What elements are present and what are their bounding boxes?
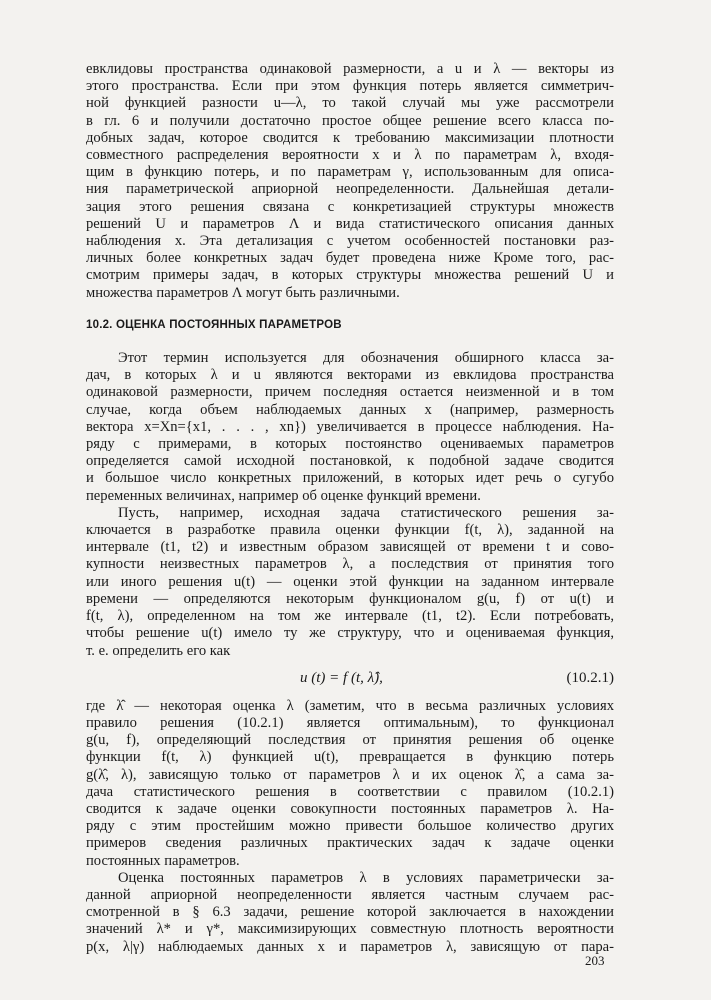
text-line: ной функцией разности u—λ, то такой случай мы уже рассмотрели <box>86 95 614 112</box>
text-line: вектора x=Xn={x1, . . . , xn}) увеличивается в процессе наблюдения. На- <box>86 418 614 435</box>
text-line: правило решения (10.2.1) является оптимальным), то функционал <box>86 714 614 731</box>
equation-formula: u (t) = f (t, λ̂), <box>300 669 383 686</box>
text-line: Оценка постоянных параметров λ в условиях параметрически за- <box>118 869 614 886</box>
text-line: зация этого решения связана с конкретизацией структуры множеств <box>86 198 614 215</box>
text-line: наблюдения x. Эта детализация с учетом особенностей постановки раз- <box>86 233 614 250</box>
text-line: чтобы решение u(t) имело ту же структуру, что и оцениваемая функция, <box>86 625 614 642</box>
paragraph-4 <box>86 698 614 870</box>
text-line: примеров сведения различных практических задач к задаче оценки <box>86 835 614 852</box>
text-line: дача статистического решения в соответствии с правилом (10.2.1) <box>86 783 614 800</box>
paragraph-5 <box>86 870 614 956</box>
text-line: смотрим примеры задач, в которых структуры множества решений U и <box>86 267 614 284</box>
text-line: совместного распределения вероятности x и λ по параметрам λ, входя- <box>86 147 614 164</box>
text-line: т. е. определить его как <box>86 642 231 659</box>
section-heading: 10.2. ОЦЕНКА ПОСТОЯННЫХ ПАРАМЕТРОВ <box>86 318 342 331</box>
text-line: данной априорной неопределенности является частным случаем рас- <box>86 886 614 903</box>
text-line: функции f(t, λ) функцией u(t), превращается в функцию потерь <box>86 749 614 766</box>
text-line: смотренной в § 6.3 задачи, решение которой заключается в нахождении <box>86 904 614 921</box>
text-line: в гл. 6 и получили достаточно простое общее решение всего класса по- <box>86 112 614 129</box>
text-line: времени — определяются некоторым функционалом g(u, f) от u(t) и <box>86 590 614 607</box>
page-content <box>86 61 614 956</box>
text-line: интервале (t1, t2) и известным образом зависящей от времени t и сово- <box>86 539 614 556</box>
text-line: личных более конкретных задач будет проведена ниже Кроме того, рас- <box>86 250 614 267</box>
text-line: евклидовы пространства одинаковой размерности, а u и λ — векторы из <box>86 61 614 77</box>
text-line: добных задач, которое сводится к требованию максимизации плотности <box>86 129 614 146</box>
text-line: p(x, λ|γ) наблюдаемых данных x и параметров λ, зависящую от пара- <box>86 938 614 955</box>
text-line: купности неизвестных параметров λ, а последствия от принятия того <box>86 556 614 573</box>
paragraph-2 <box>86 350 614 505</box>
text-line: ряду с этим простейшим можно привести большое количество других <box>86 818 614 835</box>
text-line: где λ̂ — некоторая оценка λ (заметим, что в весьма различных условиях <box>86 697 614 714</box>
text-line: f(t, λ), определенном на том же интервале (t1, t2). Если потребовать, <box>86 608 614 625</box>
text-line: щим в функцию потерь, и по параметрам γ, использованным для описа- <box>86 164 614 181</box>
text-line: определяется самой исходной постановкой, к подобной задаче сводится <box>86 453 614 470</box>
text-line: Этот термин используется для обозначения обширного класса за- <box>118 350 614 367</box>
text-line: этого пространства. Если при этом функция потерь является симметрич- <box>86 78 614 95</box>
paragraph-3 <box>86 505 614 660</box>
text-line: одинаковой размерности, причем последняя остается неизменной и в том <box>86 384 614 401</box>
text-line: сводится к задаче оценки совокупности постоянных параметров λ. На- <box>86 800 614 817</box>
text-line: ния параметрической априорной неопределенности. Дальнейшая детали- <box>86 181 614 198</box>
text-line: ключается в разработке правила оценки функции f(t, λ), заданной на <box>86 522 614 539</box>
page-number: 203 <box>585 953 605 968</box>
text-line: переменных величинах, например об оценке функций времени. <box>86 487 481 504</box>
text-line: дач, в которых λ и u являются векторами из евклидова пространства <box>86 367 614 384</box>
text-line: ряду с примерами, в которых постоянство оцениваемых параметров <box>86 436 614 453</box>
text-line: Пусть, например, исходная задача статистического решения за- <box>118 504 614 521</box>
text-line: решений U и параметров Λ и вида статистического описания данных <box>86 215 614 232</box>
text-line: и большое число конкретных приложений, в которых идет речь о сугубо <box>86 470 614 487</box>
text-line: g(u, f), определяющий последствия от принятия решения об оценке <box>86 732 614 749</box>
text-line: значений λ* и γ*, максимизирующих совместную плотность вероятности <box>86 921 614 938</box>
equation-number: (10.2.1) <box>566 669 614 686</box>
text-line: g(λ̂, λ), зависящую только от параметров λ и их оценок λ̂, а сама за- <box>86 766 614 783</box>
text-line: или иного решения u(t) — оценки этой функции на заданном интервале <box>86 573 614 590</box>
text-line: постоянных параметров. <box>86 852 240 869</box>
text-line: множества параметров Λ могут быть различными. <box>86 284 400 301</box>
text-line: случае, когда объем наблюдаемых данных x (например, размерность <box>86 401 614 418</box>
paragraph-1 <box>86 61 614 302</box>
equation-10-2-1 <box>86 666 614 694</box>
